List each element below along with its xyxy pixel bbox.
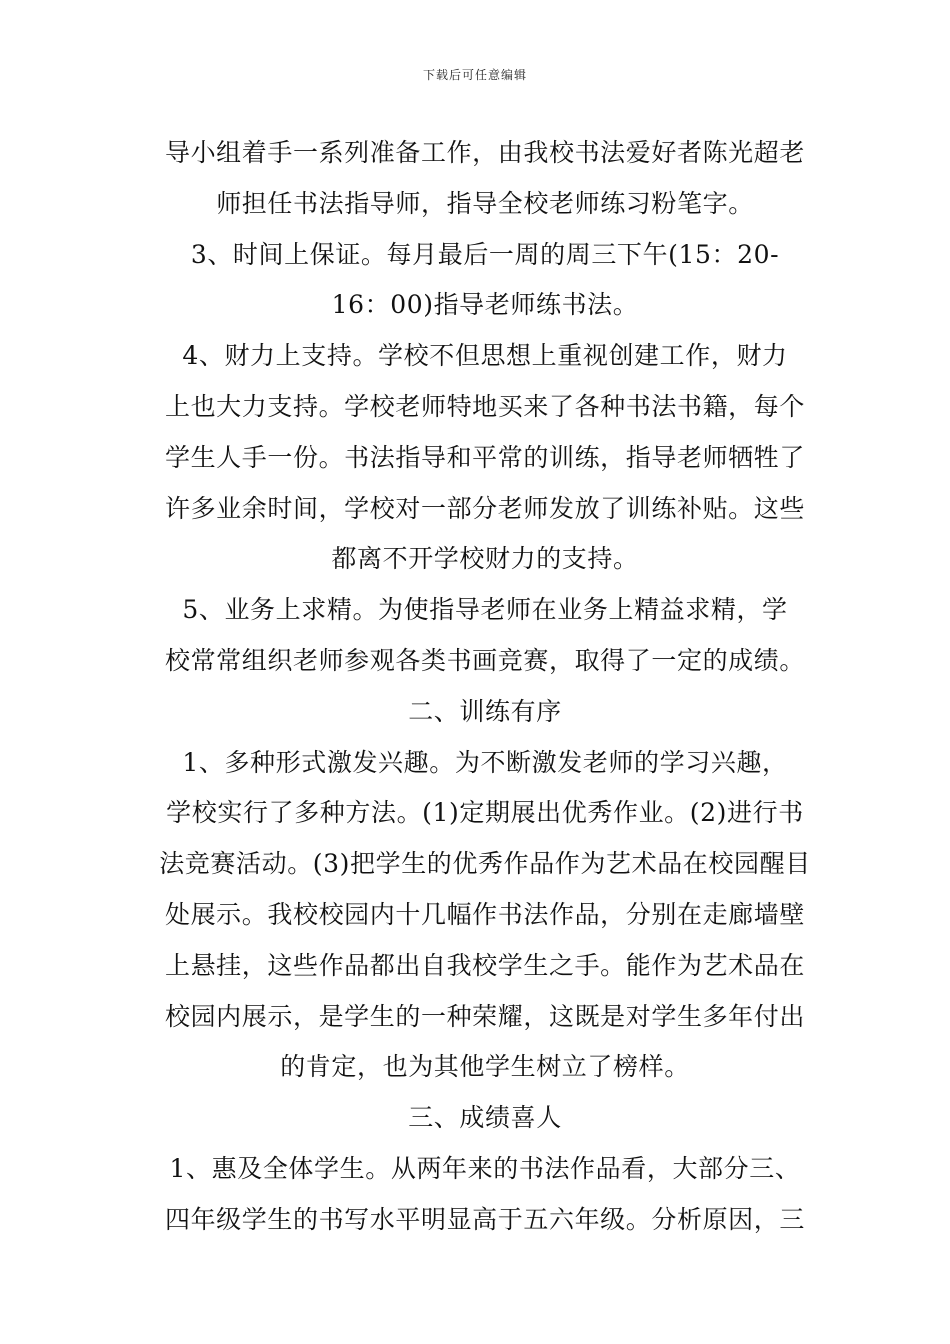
text-line: 导小组着手一系列准备工作，由我校书法爱好者陈光超老 [164,138,805,167]
text-line: 的肯定，也为其他学生树立了榜样。 [280,1052,690,1082]
text-line: 1、多种形式激发兴趣。为不断激发老师的学习兴趣， [182,747,788,777]
text-line: 3、时间上保证。每月最后一周的周三下午(15：20- [190,239,780,269]
text-line: 16：00)指导老师练书法。 [331,290,639,320]
text-line: 都离不开学校财力的支持。 [331,544,639,574]
text-line: 校常常组织老师参观各类书画竞赛，取得了一定的成绩。 [164,645,805,675]
text-line: 师担任书法指导师，指导全校老师练习粉笔字。 [216,188,754,218]
text-line: 四年级学生的书写水平明显高于五六年级。分析原因，三 [164,1204,805,1234]
text-line: 学校实行了多种方法。(1)定期展出优秀作业。(2)进行书 [166,798,804,828]
text-line: 4、财力上支持。学校不但思想上重视创建工作，财力 [182,341,788,371]
text-line: 许多业余时间，学校对一部分老师发放了训练补贴。这些 [164,493,805,523]
text-line: 5、业务上求精。为使指导老师在业务上精益求精，学 [182,595,788,625]
text-line: 上也大力支持。学校老师特地买来了各种书法书籍，每个 [164,391,805,421]
page-header: 下载后可任意编辑 [422,68,527,82]
section-heading: 二、训练有序 [408,696,562,726]
text-line: 上悬挂，这些作品都出自我校学生之手。能作为艺术品在 [164,950,805,980]
text-line: 校园内展示，是学生的一种荣耀，这既是对学生多年付出 [164,1001,805,1031]
text-line: 处展示。我校校园内十几幅作书法作品，分别在走廊墙壁 [164,899,805,929]
text-line: 法竞赛活动。(3)把学生的优秀作品作为艺术品在校园醒目 [159,849,811,879]
text-line: 1、惠及全体学生。从两年来的书法作品看，大部分三、 [169,1153,801,1183]
section-heading: 三、成绩喜人 [408,1103,562,1133]
document-body [140,128,830,1246]
text-line: 学生人手一份。书法指导和平常的训练，指导老师牺牲了 [164,442,805,472]
